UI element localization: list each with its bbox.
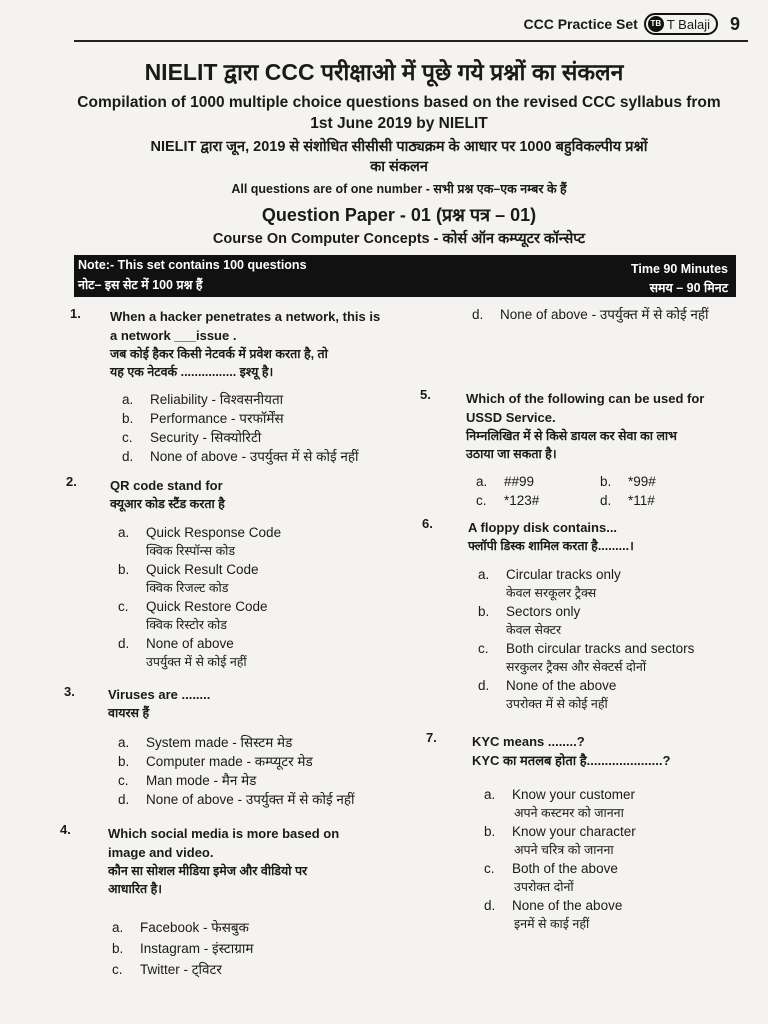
option: a. System made - सिस्टम मेड xyxy=(118,735,293,750)
option: a. Facebook - फेसबुक xyxy=(112,920,249,935)
option: d. None of the above xyxy=(478,678,617,693)
option: b. *99# xyxy=(600,474,656,489)
page-header xyxy=(523,13,740,35)
option: d. *11# xyxy=(600,493,655,508)
option-grid xyxy=(476,472,716,510)
option: a. Quick Response Code xyxy=(118,525,282,540)
header-rule xyxy=(74,40,748,42)
publisher-logo xyxy=(644,13,718,35)
option-list: a. Quick Response Code क्विक रिस्पॉन्स कोड b. Quick Result Code क्विक रिजल्ट कोड c. Quick Restore Code क्विक रिस्टोर कोड d. None of above उपर्युक्त में से कोई नहीं xyxy=(118,525,282,669)
note-hi: नोट– इस सेट में 100 प्रश्न हैं xyxy=(78,278,203,292)
logo-text: T Balaji xyxy=(666,16,710,32)
page-title: NIELIT द्वारा CCC परीक्षाओ में पूछे गये प्रश्नों का संकलन xyxy=(144,59,624,85)
option: b. Performance - परफॉर्मेंस xyxy=(122,411,284,426)
option: d. None of above - उपर्युक्त में से कोई नहीं xyxy=(118,792,355,807)
question-text: Viruses are ........ वायरस हैं xyxy=(108,687,211,720)
marks-note: All questions are of one number - सभी प्रश्न एक–एक नम्बर के हैं xyxy=(231,182,567,196)
option: c. Twitter - ट्विटर xyxy=(112,962,222,977)
question-text: KYC means ........? KYC का मतलब होता है.....................? xyxy=(472,734,671,768)
option: b. Know your character xyxy=(484,824,636,839)
option: c. *123# xyxy=(476,493,540,508)
option: c. Security - सिक्योरिटी xyxy=(122,430,262,445)
option: a. Reliability - विश्वसनीयता xyxy=(122,392,284,407)
option: a. Know your customer xyxy=(484,787,636,802)
paper-heading: Question Paper - 01 (प्रश्न पत्र – 01) xyxy=(261,205,537,225)
option: a. ##99 xyxy=(476,474,535,489)
question-text: QR code stand for क्यूआर कोड स्टैंड करता है xyxy=(110,478,225,511)
subtitle: Compilation of 1000 multiple choice questions based on the revised CCC syllabus from 1st June 2019 by NIELIT xyxy=(77,94,721,132)
option: b. Quick Result Code xyxy=(118,562,259,577)
option: a. Circular tracks only xyxy=(478,567,621,582)
note-bar xyxy=(74,255,736,297)
option-list xyxy=(118,733,355,809)
option-list xyxy=(122,390,359,466)
time-hi: समय – 90 मिनट xyxy=(649,281,728,295)
option: c. Man mode - मैन मेड xyxy=(118,773,257,788)
question-number: 7. xyxy=(426,730,437,745)
option: b. Instagram - इंस्टाग्राम xyxy=(112,941,254,956)
note-en: Note:- This set contains 100 questions xyxy=(78,258,307,272)
question-number: 1. xyxy=(70,306,81,321)
option: c. Quick Restore Code xyxy=(118,599,268,614)
option: b. Computer made - कम्प्यूटर मेड xyxy=(118,754,313,769)
book-title: CCC Practice Set xyxy=(523,16,638,32)
option: d. None of above - उपर्युक्त में से कोई नहीं xyxy=(472,307,709,322)
question-text: When a hacker penetrates a network, this is a network ___issue . जब कोई हैकर किसी नेटवर्क में प्रवेश करता है, तो यह एक नेटवर्क ................ इश्यू है। xyxy=(110,309,381,379)
option: d. None of the above xyxy=(484,898,623,913)
option: d. None of above - उपर्युक्त में से कोई नहीं xyxy=(122,449,359,464)
question-number: 4. xyxy=(60,822,71,837)
time-en: Time 90 Minutes xyxy=(630,262,728,276)
page-number: 9 xyxy=(729,13,740,34)
option-list: a. Circular tracks only केवल सरकूलर ट्रैक्स b. Sectors only केवल सेक्टर c. Both circular tracks and sectors सरकुलर ट्रैक्स और सेक्टर्स दोनों d. None of the above उपरोक्त में से कोई नहीं xyxy=(478,567,695,711)
question-text: A floppy disk contains... फ्लॉपी डिस्क शामिल करता है.........। xyxy=(468,520,634,553)
subtitle-hindi: NIELIT द्वारा जून, 2019 से संशोधित सीसीसी पाठ्यक्रम के आधार पर 1000 बहुविकल्पीय प्रश्नों का संकलन xyxy=(150,139,648,175)
option-list: a. Know your customer अपने कस्टमर को जानना b. Know your character अपने चरित्र को जानना c. Both of the above उपरोक्त दोनों d. None of the above इनमें से काई नहीं xyxy=(484,787,636,931)
question-number: 2. xyxy=(66,474,77,489)
logo-mark-icon: TB xyxy=(648,16,664,32)
question-number: 5. xyxy=(420,387,431,402)
course-heading: Course On Computer Concepts - कोर्स ऑन कम्प्यूटर कॉन्सेप्ट xyxy=(212,231,586,247)
option: c. Both circular tracks and sectors xyxy=(478,641,695,656)
question-text: Which of the following can be used for USSD Service. निम्नलिखित में से किसे डायल कर सेवा का लाभ उठाया जा सकता है। xyxy=(466,391,705,461)
option: b. Sectors only xyxy=(478,604,581,619)
question-number: 3. xyxy=(64,684,75,699)
question-number: 6. xyxy=(422,516,433,531)
option: c. Both of the above xyxy=(484,861,618,876)
question-text: Which social media is more based on image and video. कौन सा सोशल मीडिया इमेज और वीडियो पर आधारित है। xyxy=(108,826,340,896)
option: d. None of above xyxy=(118,636,234,651)
option-list xyxy=(112,917,253,980)
